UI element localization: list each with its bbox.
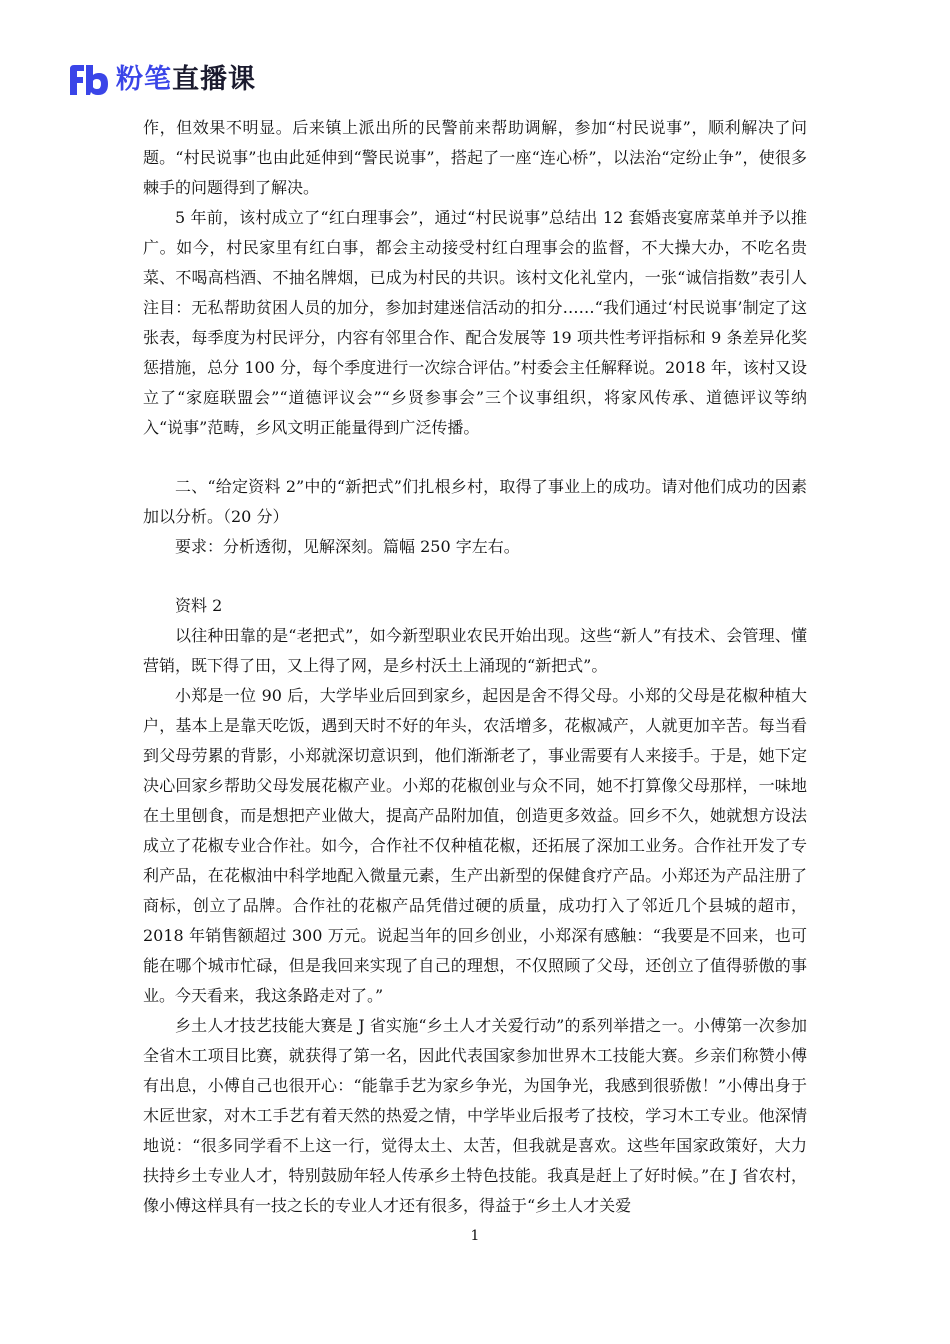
section-gap xyxy=(143,443,807,472)
material-paragraph: 小郑是一位 90 后，大学毕业后回到家乡，起因是舍不得父母。小郑的父母是花椒种植大户，基本上是靠天吃饭，遇到天时不好的年头，农活增多，花椒减产，人就更加辛苦。每当看到父母劳累的背影，小郑就深切意识到，他们渐渐老了，事业需要有人来接手。于是，她下定决心回家乡帮助父母发展花椒产业。小郑的花椒创业与众不同，她不打算像父母那样，一味地在土里刨食，而是想把产业做大，提高产品附加值，创造更多效益。回乡不久，她就想方设法成立了花椒专业合作社。如今，合作社不仅种植花椒，还拓展了深加工业务。合作社开发了专利产品，在花椒油中科学地配入微量元素，生产出新型的保健食疗产品。小郑还为产品注册了商标，创立了品牌。合作社的花椒产品凭借过硬的质量，成功打入了邻近几个县城的超市，2018 年销售额超过 300 万元。说起当年的回乡创业，小郑深有感触：“我要是不回来，也可能在哪个城市忙碌，但是我回来实现了自己的理想，不仅照顾了父母，还创立了值得骄傲的事业。今天看来，我这条路走对了。” xyxy=(143,686,807,1005)
fenbi-fb-logo-icon xyxy=(68,63,110,97)
section-gap xyxy=(143,562,807,591)
brand-name xyxy=(116,63,256,97)
header-logo xyxy=(68,60,256,100)
document-body xyxy=(143,113,807,1221)
paragraph: 5 年前，该村成立了“红白理事会”，通过“村民说事”总结出 12 套婚丧宴席菜单并予以推广。如今，村民家里有红白事，都会主动接受村红白理事会的监督，不大操大办，不吃名贵菜、不喝高档酒、不抽名牌烟，已成为村民的共识。该村文化礼堂内，一张“诚信指数”表引人注目：无私帮助贫困人员的加分，参加封建迷信活动的扣分……“我们通过‘村民说事’制定了这张表，每季度为村民评分，内容有邻里合作、配合发展等 19 项共性考评指标和 9 条差异化奖惩措施，总分 100 分，每个季度进行一次综合评估。”村委会主任解释说。2018 年，该村又设立了“家庭联盟会”“道德评议会”“乡贤参事会”三个议事组织，将家风传承、道德评议等纳入“说事”范畴，乡风文明正能量得到广泛传播。 xyxy=(143,208,807,437)
brand-suffix: 直播课 xyxy=(172,64,256,95)
material-paragraph: 以往种田靠的是“老把式”，如今新型职业农民开始出现。这些“新人”有技术、会管理、懂营销，既下得了田，又上得了网，是乡村沃土上涌现的“新把式”。 xyxy=(143,626,807,675)
material-title: 资料 2 xyxy=(175,596,223,615)
question-text: 二、“给定资料 2”中的“新把式”们扎根乡村，取得了事业上的成功。请对他们成功的因素加以分析。（20 分） xyxy=(143,477,807,526)
brand-primary: 粉笔 xyxy=(116,64,172,95)
question-requirement: 要求：分析透彻，见解深刻。篇幅 250 字左右。 xyxy=(175,537,520,556)
page-number: 1 xyxy=(470,1228,480,1244)
paragraph-continued: 作，但效果不明显。后来镇上派出所的民警前来帮助调解，参加“村民说事”，顺利解决了问题。“村民说事”也由此延伸到“警民说事”，搭起了一座“连心桥”，以法治“定纷止争”，使很多棘手的问题得到了解决。 xyxy=(143,118,807,197)
material-paragraph: 乡土人才技艺技能大赛是 J 省实施“乡土人才关爱行动”的系列举措之一。小傅第一次参加全省木工项目比赛，就获得了第一名，因此代表国家参加世界木工技能大赛。乡亲们称赞小傅有出息，小傅自己也很开心：“能靠手艺为家乡争光，为国争光，我感到很骄傲！”小傅出身于木匠世家，对木工手艺有着天然的热爱之情，中学毕业后报考了技校，学习木工专业。他深情地说：“很多同学看不上这一行，觉得太土、太苦，但我就是喜欢。这些年国家政策好，大力扶持乡土专业人才，特别鼓励年轻人传承乡土特色技能。我真是赶上了好时候。”在 J 省农村，像小傅这样具有一技之长的专业人才还有很多，得益于“乡土人才关爱 xyxy=(143,1016,807,1215)
